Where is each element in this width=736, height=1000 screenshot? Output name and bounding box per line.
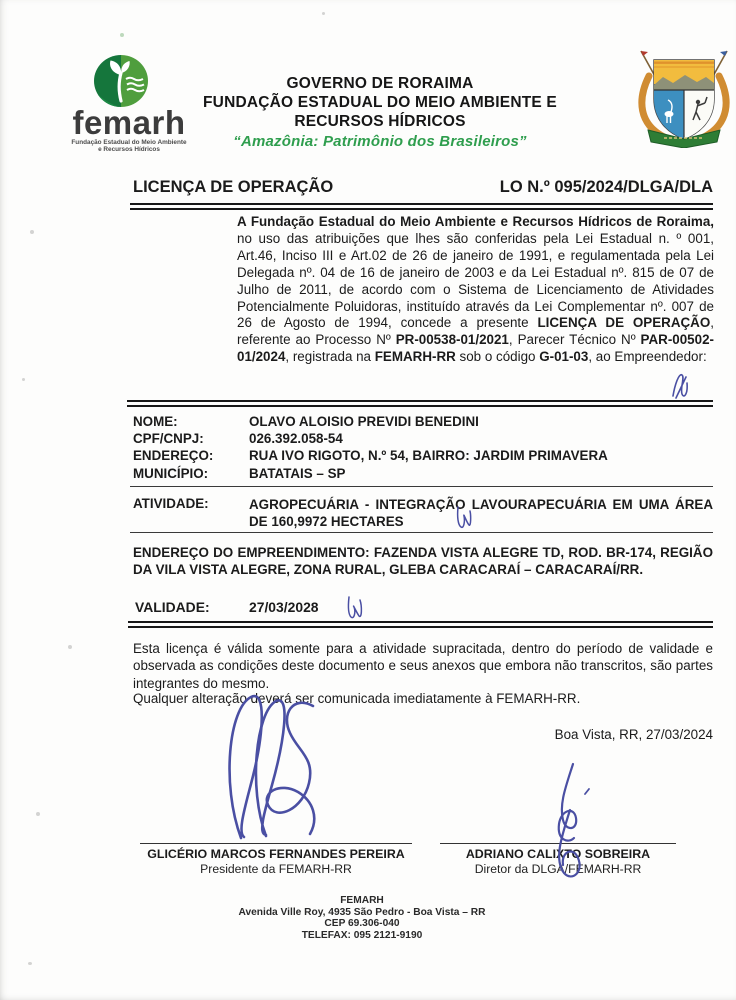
femarh-tagline-line2: e Recursos Hídricos (98, 146, 160, 154)
preamble-segment: PR-00538-01/2021 (395, 332, 509, 348)
header-foundation-line1: FUNDAÇÃO ESTADUAL DO MEIO AMBIENTE E (203, 94, 557, 111)
preamble-segment: FEMARH-RR (374, 349, 456, 365)
row-value: BATATAIS – SP (249, 465, 346, 481)
validity-label: VALIDADE: (135, 599, 210, 615)
divider-double-rule (128, 621, 713, 628)
entity-info-table (133, 414, 713, 483)
signer-role: Diretor da DLGA/FEMARH-RR (474, 862, 642, 876)
femarh-tagline-line1: Fundação Estadual do Meio Ambiente (71, 139, 187, 146)
site-address-paragraph: ENDEREÇO DO EMPREENDIMENTO: FAZENDA VISTA ALEGRE TD, ROD. BR-174, REGIÃO DA VILA VISTA ALEGRE, ZONA RURAL, GLEBA CARACARAÍ – CARACARAÍ/RR. (133, 545, 713, 578)
scan-speck (28, 962, 32, 965)
preamble-segment: LICENÇA DE OPERAÇÃO (537, 315, 711, 331)
handwritten-signature-icon (213, 688, 331, 846)
header-org-block (170, 74, 590, 151)
preamble-segment: sob o código (455, 349, 540, 365)
header-motto: “Amazônia: Patrimônio dos Brasileiros” (233, 133, 527, 150)
footer-telefax: TELEFAX: 095 2121-9190 (301, 929, 423, 941)
divider-double-rule (127, 400, 713, 407)
footer-org: FEMARH (340, 895, 384, 906)
preamble-segment: G-01-03 (539, 349, 589, 365)
signer-name: GLICÉRIO MARCOS FERNANDES PEREIRA (147, 847, 405, 861)
table-row (133, 414, 713, 431)
preamble-segment: PAR-00502-01/2024 (237, 332, 714, 365)
divider-thin-rule (130, 532, 713, 533)
scan-speck (322, 12, 325, 15)
preamble-segment: no uso das atribuições que lhes são conferidas pela Lei Estadual n. º 001, Art.46, Inciso III e Art.02 de 26 de janeiro de 1991, e regulamentada pela Lei Delegada nº. 04 de 16 de janeiro de 2003 e da Lei Estadual nº. 815 de 07 de Julho de 2011, de acordo com o Sistema de Licenciamento de Atividades Potencialmente Poluidoras, instituído através da Lei Complementar nº. 007 de 26 de Agosto de 1994, concede a presente (237, 230, 714, 331)
scan-speck (22, 378, 25, 381)
preamble-paragraph (237, 214, 714, 366)
handwritten-initials-icon (668, 368, 692, 402)
femarh-wordmark: femarh (72, 104, 186, 141)
preamble-segment: A Fundação Estadual do Meio Ambiente e Recursos Hídricos de Roraima, (237, 214, 714, 229)
row-label: ENDEREÇO: (133, 448, 214, 464)
closing-paragraph: Esta licença é válida somente para a atividade supracitada, dentro do período de validade e observada as condições deste documento e seus anexos que embora não transcritos, são partes integrantes do mesmo. (133, 641, 713, 691)
scan-speck (30, 230, 34, 234)
closing-note: Qualquer alteração deverá ser comunicada imediatamente à FEMARH-RR. (133, 691, 581, 706)
roraima-coat-of-arms-icon (636, 44, 732, 148)
title-bar (133, 178, 713, 197)
preamble-segment: , Parecer Técnico Nº (508, 332, 641, 348)
activity-value: AGROPECUÁRIA - INTEGRAÇÃO LAVOURAPECUÁRIA EM UMA ÁREA DE 160,9972 HECTARES (249, 497, 713, 529)
divider-thin-rule (130, 486, 713, 487)
handwritten-initials-icon (455, 503, 473, 531)
row-label: CPF/CNPJ: (133, 431, 204, 447)
scan-speck (36, 812, 40, 816)
header-government-line: GOVERNO DE RORAIMA (286, 75, 474, 92)
signature-line (140, 843, 412, 844)
footer-cep: CEP 69.306-040 (324, 918, 400, 930)
validity-row (135, 599, 535, 615)
table-row (133, 466, 713, 483)
row-value: 026.392.058-54 (249, 431, 343, 447)
femarh-logo-icon (93, 54, 149, 108)
activity-row (133, 496, 713, 530)
signer-name: ADRIANO CALIXTO SOBREIRA (465, 847, 651, 861)
dateline: Boa Vista, RR, 27/03/2024 (554, 727, 713, 742)
row-label: MUNICÍPIO: (133, 465, 209, 481)
scan-speck (120, 33, 124, 37)
row-value: RUA IVO RIGOTO, N.º 54, BAIRRO: JARDIM PRIMAVERA (249, 448, 608, 464)
footer-address: Avenida Ville Roy, 4935 São Pedro - Boa Vista – RR (238, 906, 486, 918)
divider-double-rule (130, 203, 713, 210)
preamble-segment: , registrada na (285, 349, 375, 365)
signer-role: Presidente da FEMARH-RR (200, 862, 352, 876)
preamble-segment: , ao Empreendedor: (588, 349, 707, 365)
scan-speck (68, 645, 72, 649)
footer-block (62, 895, 662, 941)
row-label: NOME: (133, 414, 178, 429)
preamble-segment: , referente ao Processo Nº (237, 315, 714, 348)
row-value: OLAVO ALOISIO PREVIDI BENEDINI (249, 414, 479, 429)
handwritten-initials-icon (345, 594, 365, 622)
license-number: LO N.º 095/2024/DLGA/DLA (499, 178, 713, 196)
handwritten-signature-icon (541, 760, 595, 886)
table-row (133, 431, 713, 448)
validity-value: 27/03/2028 (249, 599, 319, 615)
document-title: LICENÇA DE OPERAÇÃO (133, 178, 334, 196)
header-foundation-line2: RECURSOS HÍDRICOS (294, 113, 466, 130)
activity-label: ATIVIDADE: (133, 496, 209, 511)
table-row (133, 448, 713, 465)
